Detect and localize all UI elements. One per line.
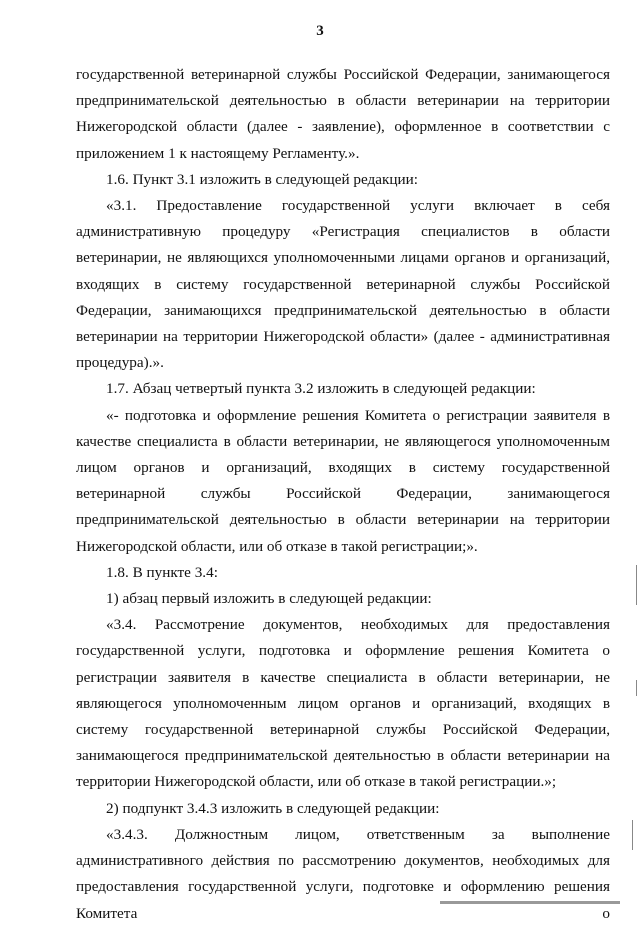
scan-edge-smudge: [440, 901, 620, 904]
paragraph-item-1-8: 1.8. В пункте 3.4:: [106, 563, 218, 581]
paragraph-subitem-2: 2) подпункт 3.4.3 изложить в следующей редакции:: [106, 799, 440, 817]
paragraph-subitem-1: 1) абзац первый изложить в следующей редакции:: [106, 590, 432, 608]
scan-margin-mark: [636, 680, 637, 696]
paragraph-item-1-6: 1.6. Пункт 3.1 изложить в следующей редакции:: [106, 170, 419, 188]
document-body: [76, 62, 610, 927]
paragraph-item-1-7: 1.7. Абзац четвертый пункта 3.2 изложить в следующей редакции:: [106, 380, 536, 398]
paragraph-quote-3-1: «3.1. Предоставление государственной услуги включает в себя административную процедуру «Регистрация специалистов в области ветеринарии, не являющихся уполномоченными лицами органов и организаций, входящих в систему государственной ветеринарной службы Российской Федерации, занимающихся предпринимательской деятельностью в области ветеринарии на территории Нижегородской области» (далее - административная процедура).».: [76, 197, 610, 372]
page-number: 3: [316, 23, 324, 39]
paragraph-quote-3-4: «3.4. Рассмотрение документов, необходимых для предоставления государственной услуги, подготовка и оформление решения Комитета о регистрации заявителя в качестве специалиста в области ветеринарии, не являющегося уполномоченным лицом органов и организаций, входящих в систему государственной ветеринарной службы Российской Федерации, занимающегося предпринимательской деятельностью в области ветеринарии на территории Нижегородской области, или об отказе в такой регистрации.»;: [76, 616, 610, 791]
paragraph-quote-3-2: «- подготовка и оформление решения Комитета о регистрации заявителя в качестве специалиста в области ветеринарии, не являющегося уполномоченным лицом органов и организаций, входящих в систему государственной ветеринарной службы Российской Федерации, занимающегося предпринимательской деятельностью в области ветеринарии на территории Нижегородской области, или об отказе в такой регистрации;».: [76, 406, 610, 555]
paragraph-quote-3-4-3: «3.4.3. Должностным лицом, ответственным за выполнение административного действия по рассмотрению документов, необходимых для предоставления государственной услуги, подготовке и оформлению решения Комитета о: [76, 825, 610, 922]
paragraph-continuation: государственной ветеринарной службы Российской Федерации, занимающегося предпринимательской деятельностью в области ветеринарии на территории Нижегородской области (далее - заявление), оформленное в соответствии с приложением 1 к настоящему Регламенту.».: [76, 66, 610, 162]
scan-margin-mark: [632, 820, 633, 850]
scan-margin-mark: [636, 565, 637, 605]
